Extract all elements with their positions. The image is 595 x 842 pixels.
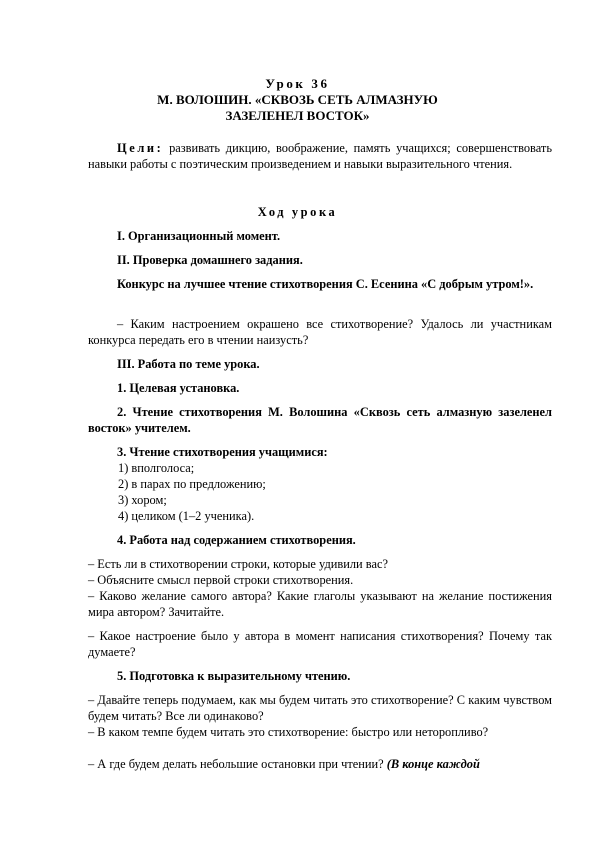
goals-text: развивать дикцию, воображение, память учащихся; совершенствовать навыки работы с поэтическим произведением и навыки выразительного чтения. (88, 141, 552, 171)
reading-list (118, 460, 266, 524)
section-3-heading: III. Работа по теме урока. (117, 357, 260, 371)
question-3: – Каково желание самого автора? Какие глаголы указывают на желание постижения мира автором? Зачитайте. (88, 589, 552, 619)
question-7-note: (В конце каждой (386, 757, 480, 771)
question-2: – Объясните смысл первой строки стихотворения. (88, 573, 354, 587)
section-2-heading: II. Проверка домашнего задания. (117, 253, 303, 267)
point-2-heading: 2. Чтение стихотворения М. Волошина «Сквозь сеть алмазную зазеленел восток» учителем. (88, 405, 552, 435)
question-5: – Давайте теперь подумаем, как мы будем читать это стихотворение? С каким чувством будем читать? Все ли одинаково? (88, 693, 552, 723)
question-6: – В каком темпе будем читать это стихотворение: быстро или неторопливо? (88, 725, 489, 739)
point-4-heading: 4. Работа над содержанием стихотворения. (117, 533, 356, 547)
list-item: 4) целиком (1–2 ученика). (118, 509, 255, 523)
lesson-number: Урок 36 (265, 76, 330, 91)
list-item: 3) хором; (118, 493, 167, 507)
contest-paragraph: Конкурс на лучшее чтение стихотворения С. Есенина «С добрым утром!». (117, 277, 534, 291)
list-item: 1) вполголоса; (118, 461, 195, 475)
question-4: – Какое настроение было у автора в момент написания стихотворения? Почему так думаете? (88, 629, 552, 659)
course-heading: Ход урока (257, 205, 338, 219)
contest-question: – Каким настроением окрашено все стихотворение? Удалось ли участникам конкурса передать его в чтении наизусть? (88, 317, 552, 347)
list-item: 2) в парах по предложению; (118, 477, 266, 491)
lesson-goals (88, 140, 552, 172)
point-3-heading: 3. Чтение стихотворения учащимися: (117, 445, 328, 459)
lesson-title-line-2: ЗАЗЕЛЕНЕЛ ВОСТОК» (225, 108, 370, 123)
point-5-heading: 5. Подготовка к выразительному чтению. (117, 669, 351, 683)
goals-label: Цели: (117, 141, 164, 155)
section-1-heading: I. Организационный момент. (117, 229, 281, 243)
question-7 (88, 756, 552, 772)
question-7-text: – А где будем делать небольшие остановки при чтении? (88, 757, 384, 771)
point-1-heading: 1. Целевая установка. (117, 381, 240, 395)
lesson-title-line-1: М. ВОЛОШИН. «СКВОЗЬ СЕТЬ АЛМАЗНУЮ (157, 92, 438, 107)
question-1: – Есть ли в стихотворении строки, которые удивили вас? (88, 557, 388, 571)
